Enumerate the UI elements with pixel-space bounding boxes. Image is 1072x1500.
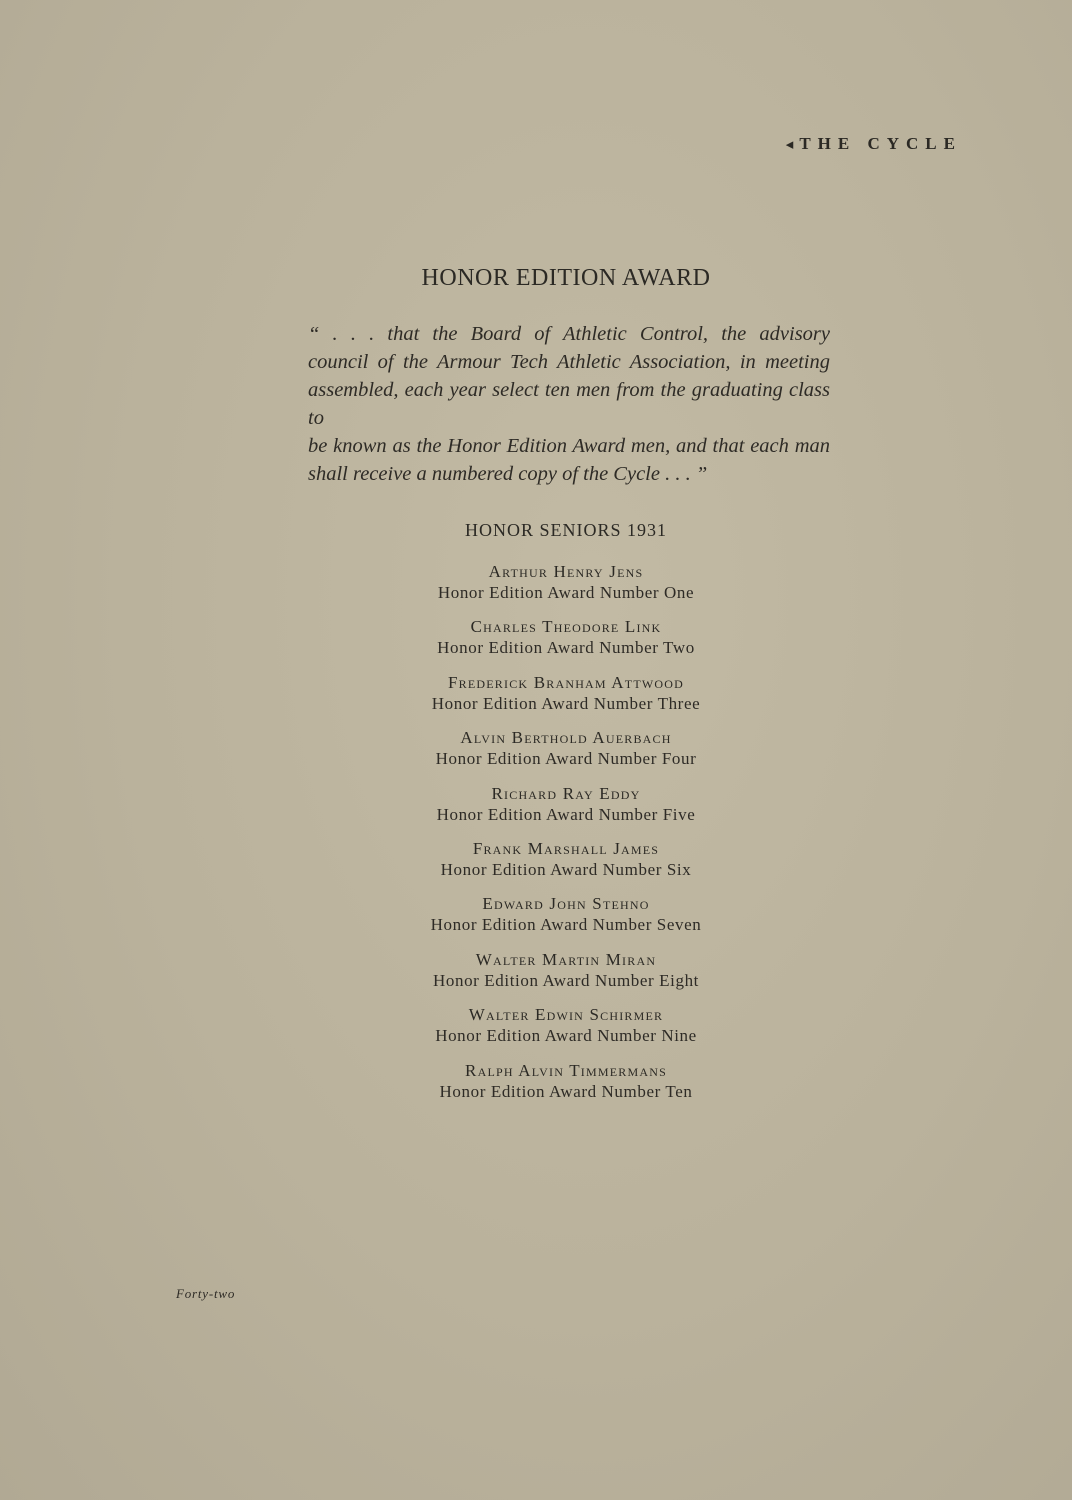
- honoree-award: Honor Edition Award Number Seven: [430, 915, 702, 935]
- list-item: [0, 839, 1072, 894]
- honoree-award: Honor Edition Award Number One: [437, 583, 695, 602]
- quote-line: shall receive a numbered copy of the Cycle . . . ”: [308, 463, 708, 485]
- honoree-award: Honor Edition Award Number Five: [436, 804, 696, 824]
- list-item: [0, 784, 1072, 839]
- honoree-award: Honor Edition Award Number Six: [440, 859, 692, 879]
- list-item: [0, 562, 1072, 617]
- list-item: [0, 617, 1072, 672]
- list-item: [0, 728, 1072, 783]
- quote-line: council of the Armour Tech Athletic Association, in meeting: [308, 351, 830, 373]
- honoree-name: Arthur Henry Jens: [488, 562, 644, 581]
- honor-list: [0, 562, 1072, 1116]
- list-item: [0, 1005, 1072, 1060]
- quote-line: assembled, each year select ten men from the graduating class to: [308, 379, 830, 429]
- honoree-award: Honor Edition Award Number Three: [431, 693, 701, 713]
- honoree-name: Ralph Alvin Timmermans: [465, 1060, 667, 1080]
- list-item: [0, 673, 1072, 728]
- page-title: HONOR EDITION AWARD: [421, 265, 711, 291]
- list-item: [0, 894, 1072, 949]
- honoree-name: Frank Marshall James: [472, 838, 660, 858]
- honoree-award: Honor Edition Award Number Four: [435, 749, 697, 769]
- list-item: [0, 1061, 1072, 1116]
- page-number: Forty-two: [176, 1286, 236, 1301]
- running-head: [786, 134, 962, 154]
- honoree-award: Honor Edition Award Number Ten: [439, 1081, 693, 1101]
- honoree-name: Charles Theodore Link: [470, 617, 662, 637]
- honoree-name: Alvin Berthold Auerbach: [460, 728, 672, 748]
- honoree-name: Frederick Branham Attwood: [448, 672, 684, 692]
- section-subtitle: HONOR SENIORS 1931: [464, 520, 668, 540]
- running-head-text: THE CYCLE: [799, 134, 962, 153]
- honoree-name: Walter Martin Miran: [475, 949, 657, 969]
- honoree-name: Richard Ray Eddy: [491, 783, 641, 803]
- quote-block: [308, 320, 830, 488]
- list-item: [0, 950, 1072, 1005]
- arrow-left-icon: ◂: [785, 137, 794, 153]
- honoree-name: Edward John Stehno: [482, 894, 650, 914]
- honoree-award: Honor Edition Award Number Two: [437, 638, 695, 658]
- quote-line: “ . . . that the Board of Athletic Control, the advisory: [308, 323, 830, 345]
- quote-line: be known as the Honor Edition Award men, and that each man: [308, 435, 830, 457]
- honoree-name: Walter Edwin Schirmer: [468, 1005, 664, 1025]
- honoree-award: Honor Edition Award Number Nine: [435, 1026, 697, 1046]
- honoree-award: Honor Edition Award Number Eight: [433, 970, 699, 990]
